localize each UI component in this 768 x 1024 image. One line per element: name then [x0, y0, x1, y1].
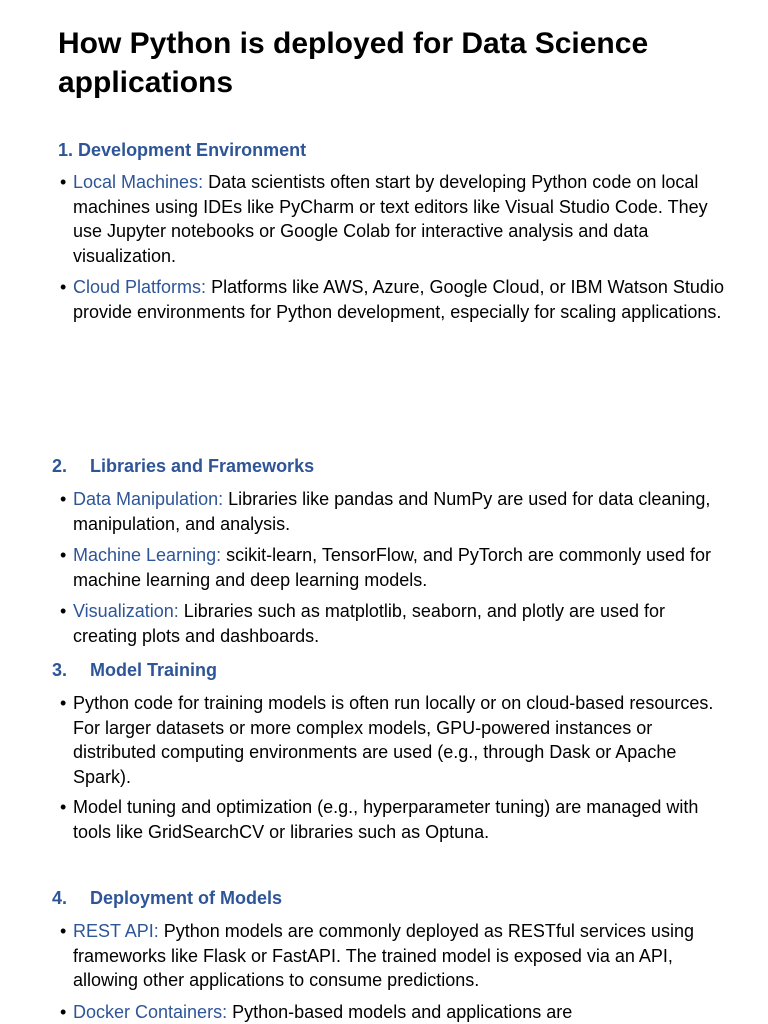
bullet-marker: • [60, 601, 67, 621]
bullet-lead: Cloud Platforms: [73, 277, 207, 297]
section-title: Libraries and Frameworks [90, 456, 315, 476]
bullet-text: Model tuning and optimization (e.g., hyperparameter tuning) are managed with tools like GridSearchCV or libraries such as Optuna. [73, 797, 699, 842]
bullet-lead: Local Machines: [73, 172, 204, 192]
bullet-marker: • [60, 489, 67, 509]
bullet-cloud-platforms [60, 275, 740, 324]
bullet-rest-api [60, 919, 740, 993]
bullet-text: Python models are commonly deployed as RESTful services using frameworks like Flask or FastAPI. The trained model is exposed via an API, allowing other applications to consume predictions. [73, 921, 694, 990]
bullet-text: Libraries such as matplotlib, seaborn, and plotly are used for creating plots and dashboards. [73, 601, 666, 646]
bullet-text: Python code for training models is often run locally or on cloud-based resources. For larger datasets or more complex models, GPU-powered instances or distributed computing environments are used (e.g., through Dask or Apache Spark). [73, 693, 714, 787]
bullet-lead: Machine Learning: [73, 545, 222, 565]
section-heading-deployment-of-models [52, 886, 282, 910]
section-heading-model-training [52, 658, 217, 682]
bullet-marker: • [60, 277, 67, 297]
section-heading-development-environment [58, 138, 306, 162]
bullet-local-machines [60, 170, 740, 268]
bullet-marker: • [60, 797, 67, 817]
bullet-lead: REST API: [73, 921, 159, 941]
section-number: 3. [52, 660, 68, 680]
section-title: Development Environment [78, 140, 307, 160]
bullet-marker: • [60, 1002, 67, 1022]
bullet-lead: Docker Containers: [73, 1002, 228, 1022]
bullet-training-resources [60, 691, 740, 789]
bullet-marker: • [60, 545, 67, 565]
bullet-visualization [60, 599, 740, 648]
bullet-lead: Visualization: [73, 601, 179, 621]
bullet-lead: Data Manipulation: [73, 489, 224, 509]
page-title: How Python is deployed for Data Science applications [58, 27, 649, 99]
section-number: 4. [52, 888, 68, 908]
bullet-text: Python-based models and applications are [232, 1002, 573, 1022]
bullet-text: Platforms like AWS, Azure, Google Cloud, or IBM Watson Studio provide environments for Python development, especially for scaling applications. [73, 277, 724, 322]
section-title: Model Training [90, 660, 218, 680]
section-number: 1. [58, 140, 74, 160]
bullet-marker: • [60, 921, 67, 941]
bullet-text: Libraries like pandas and NumPy are used for data cleaning, manipulation, and analysis. [73, 489, 711, 534]
bullet-text: scikit-learn, TensorFlow, and PyTorch are commonly used for machine learning and deep learning models. [73, 545, 711, 590]
bullet-model-tuning [60, 795, 740, 844]
section-heading-libraries-and-frameworks [52, 454, 314, 478]
bullet-marker: • [60, 172, 67, 192]
bullet-marker: • [60, 693, 67, 713]
section-number: 2. [52, 456, 68, 476]
bullet-text: Data scientists often start by developing Python code on local machines using IDEs like PyCharm or text editors like Visual Studio Code. They use Jupyter notebooks or Google Colab for interactive analysis and data visualization. [73, 172, 708, 266]
bullet-machine-learning [60, 543, 740, 592]
bullet-data-manipulation [60, 487, 740, 536]
section-title: Deployment of Models [90, 888, 283, 908]
bullet-docker-containers [60, 1000, 740, 1024]
